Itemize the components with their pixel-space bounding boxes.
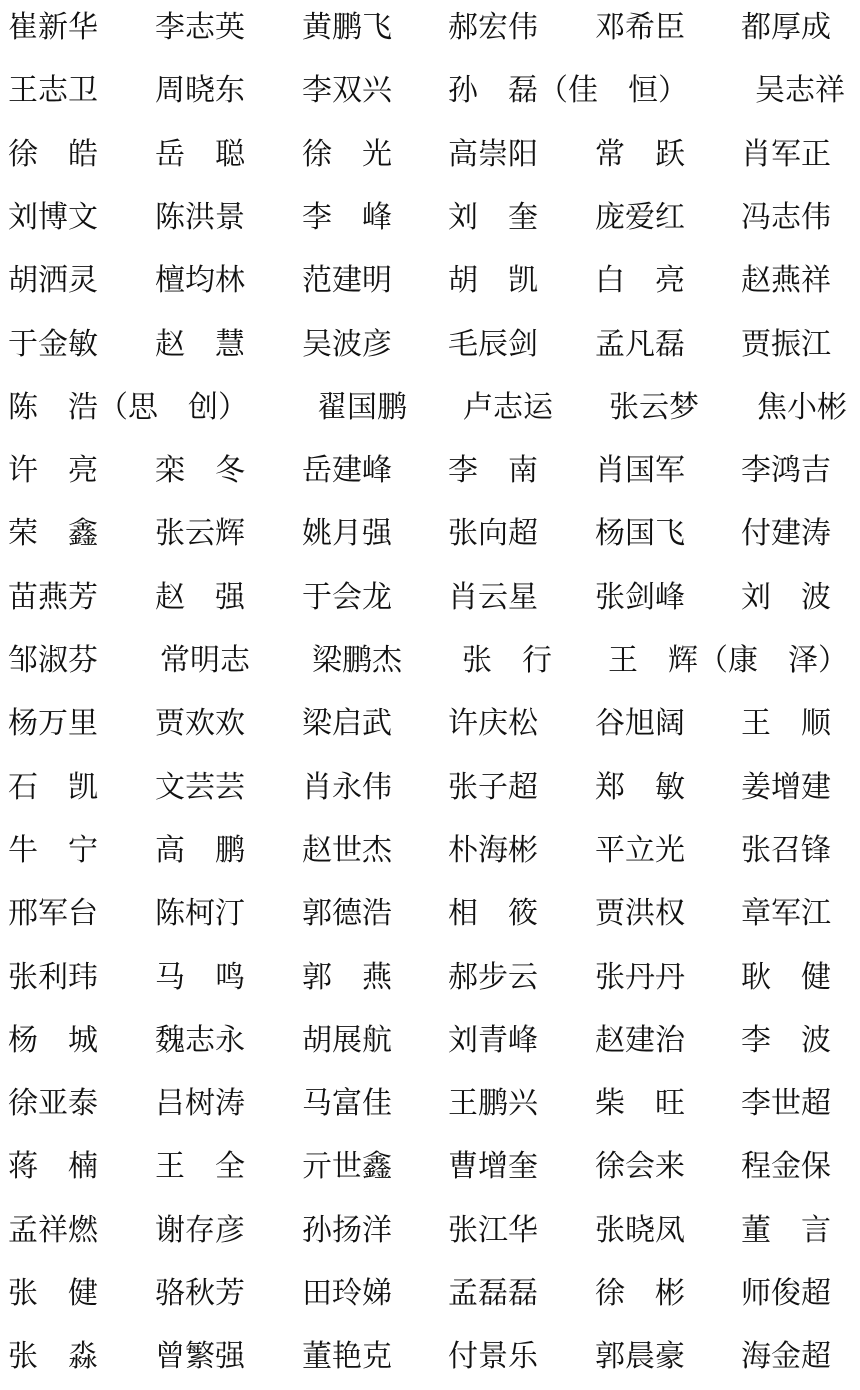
name-entry: 贾振江 bbox=[741, 326, 831, 362]
name-entry: 郭晨豪 bbox=[595, 1339, 685, 1375]
name-entry: 李 南 bbox=[448, 453, 538, 489]
name-entry: 常明志 bbox=[160, 643, 250, 678]
name-row bbox=[0, 768, 860, 808]
name-entry: 李双兴 bbox=[302, 73, 392, 109]
name-entry: 蒋 楠 bbox=[8, 1149, 98, 1185]
name-entry: 焦小彬 bbox=[757, 389, 847, 425]
name-entry: 郭德浩 bbox=[302, 896, 392, 932]
name-entry: 张丹丹 bbox=[595, 959, 685, 995]
name-entry: 亓世鑫 bbox=[302, 1149, 392, 1185]
name-entry: 李志英 bbox=[155, 10, 245, 45]
name-entry: 胡 凯 bbox=[448, 263, 538, 299]
name-row bbox=[0, 135, 860, 175]
name-entry: 岳 聪 bbox=[155, 136, 245, 172]
name-entry: 张 行 bbox=[462, 643, 552, 678]
name-entry: 孟祥燃 bbox=[8, 1212, 98, 1248]
name-entry: 赵世杰 bbox=[302, 832, 392, 868]
name-entry: 赵 慧 bbox=[155, 326, 245, 362]
name-entry: 徐 皓 bbox=[8, 136, 98, 172]
name-entry: 平立光 bbox=[595, 832, 685, 868]
name-row bbox=[0, 578, 860, 618]
name-entry: 肖军正 bbox=[741, 136, 831, 172]
name-entry: 梁启武 bbox=[302, 706, 392, 742]
name-entry: 王 辉（康 泽） bbox=[608, 643, 848, 678]
name-entry: 马富佳 bbox=[302, 1086, 392, 1122]
name-entry: 崔新华 bbox=[8, 10, 98, 45]
name-entry: 苗燕芳 bbox=[8, 579, 98, 615]
name-entry: 肖云星 bbox=[448, 579, 538, 615]
name-row bbox=[0, 261, 860, 301]
name-entry: 郝步云 bbox=[448, 959, 538, 995]
name-entry: 吴波彦 bbox=[302, 326, 392, 362]
name-entry: 许 亮 bbox=[8, 453, 98, 489]
name-entry: 陈 浩（思 创） bbox=[8, 389, 248, 425]
name-row bbox=[0, 1211, 860, 1251]
name-entry: 梁鹏杰 bbox=[312, 643, 402, 678]
name-entry: 张召锋 bbox=[741, 832, 831, 868]
name-entry: 姜增建 bbox=[741, 769, 831, 805]
name-entry: 陈柯汀 bbox=[155, 896, 245, 932]
name-row bbox=[0, 1021, 860, 1061]
name-entry: 白 亮 bbox=[595, 263, 685, 299]
name-row bbox=[0, 1274, 860, 1314]
name-entry: 海金超 bbox=[741, 1339, 831, 1375]
name-entry: 高崇阳 bbox=[448, 136, 538, 172]
name-entry: 张晓凤 bbox=[595, 1212, 685, 1248]
name-entry: 徐 彬 bbox=[595, 1276, 685, 1311]
name-entry: 李世超 bbox=[741, 1086, 831, 1122]
name-entry: 卢志运 bbox=[463, 389, 553, 425]
name-entry: 贾洪权 bbox=[595, 896, 685, 932]
name-entry: 陈洪景 bbox=[155, 199, 245, 235]
name-entry: 邹淑芬 bbox=[8, 643, 98, 678]
name-row bbox=[0, 958, 860, 998]
name-entry: 肖永伟 bbox=[302, 769, 392, 805]
name-entry: 张向超 bbox=[448, 516, 538, 552]
name-entry: 谢存彦 bbox=[155, 1212, 245, 1248]
name-entry: 孙 磊（佳 恒） bbox=[448, 73, 688, 109]
name-entry: 贾欢欢 bbox=[155, 706, 245, 742]
name-entry: 赵燕祥 bbox=[741, 263, 831, 299]
name-entry: 徐 光 bbox=[302, 136, 392, 172]
name-entry: 文芸芸 bbox=[155, 769, 245, 805]
name-row bbox=[0, 71, 860, 111]
name-entry: 郝宏伟 bbox=[448, 10, 538, 45]
name-entry: 孙扬洋 bbox=[302, 1212, 392, 1248]
name-row bbox=[0, 325, 860, 365]
name-entry: 栾 冬 bbox=[155, 453, 245, 489]
name-entry: 张云梦 bbox=[609, 389, 699, 425]
name-entry: 郭 燕 bbox=[302, 959, 392, 995]
name-entry: 刘博文 bbox=[8, 199, 98, 235]
name-entry: 李鸿吉 bbox=[741, 453, 831, 489]
name-entry: 邢军台 bbox=[8, 896, 98, 932]
name-entry: 邓希臣 bbox=[595, 10, 685, 45]
name-entry: 徐亚泰 bbox=[8, 1086, 98, 1122]
name-entry: 王志卫 bbox=[8, 73, 98, 109]
name-entry: 耿 健 bbox=[741, 959, 831, 995]
name-entry: 刘 奎 bbox=[448, 199, 538, 235]
name-entry: 王鹏兴 bbox=[448, 1086, 538, 1122]
name-entry: 王 全 bbox=[155, 1149, 245, 1185]
name-entry: 张利玮 bbox=[8, 959, 98, 995]
name-entry: 张江华 bbox=[448, 1212, 538, 1248]
name-row bbox=[0, 1147, 860, 1187]
name-entry: 姚月强 bbox=[302, 516, 392, 552]
name-entry: 范建明 bbox=[302, 263, 392, 299]
name-entry: 吕树涛 bbox=[155, 1086, 245, 1122]
name-entry: 王 顺 bbox=[741, 706, 831, 742]
name-entry: 周晓东 bbox=[155, 73, 245, 109]
name-entry: 刘青峰 bbox=[448, 1022, 538, 1058]
name-entry: 肖国军 bbox=[595, 453, 685, 489]
name-entry: 相 筱 bbox=[448, 896, 538, 932]
name-entry: 曹增奎 bbox=[448, 1149, 538, 1185]
name-entry: 黄鹏飞 bbox=[302, 10, 392, 45]
name-entry: 胡洒灵 bbox=[8, 263, 98, 299]
name-entry: 杨万里 bbox=[8, 706, 98, 742]
name-entry: 张云辉 bbox=[155, 516, 245, 552]
name-entry: 田玲娣 bbox=[302, 1276, 392, 1311]
name-entry: 都厚成 bbox=[741, 10, 831, 45]
name-entry: 曾繁强 bbox=[155, 1339, 245, 1375]
name-row bbox=[0, 198, 860, 238]
name-entry: 翟国鹏 bbox=[317, 389, 407, 425]
name-entry: 毛辰剑 bbox=[448, 326, 538, 362]
name-entry: 常 跃 bbox=[595, 136, 685, 172]
name-entry: 徐会来 bbox=[595, 1149, 685, 1185]
name-row bbox=[0, 831, 860, 871]
name-entry: 许庆松 bbox=[448, 706, 538, 742]
name-entry: 程金保 bbox=[741, 1149, 831, 1185]
name-entry: 吴志祥 bbox=[755, 73, 845, 109]
name-entry: 谷旭阔 bbox=[595, 706, 685, 742]
name-row bbox=[0, 514, 860, 554]
name-entry: 刘 波 bbox=[741, 579, 831, 615]
name-entry: 孟凡磊 bbox=[595, 326, 685, 362]
name-entry: 张 健 bbox=[8, 1276, 98, 1311]
name-entry: 赵建治 bbox=[595, 1022, 685, 1058]
name-entry: 孟磊磊 bbox=[448, 1276, 538, 1311]
name-entry: 庞爱红 bbox=[595, 199, 685, 235]
name-entry: 马 鸣 bbox=[155, 959, 245, 995]
name-row bbox=[0, 704, 860, 744]
name-entry: 冯志伟 bbox=[741, 199, 831, 235]
name-row bbox=[0, 1084, 860, 1124]
name-entry: 董艳克 bbox=[302, 1339, 392, 1375]
name-entry: 于金敏 bbox=[8, 326, 98, 362]
name-entry: 杨 城 bbox=[8, 1022, 98, 1058]
name-row bbox=[0, 894, 860, 934]
name-entry: 杨国飞 bbox=[595, 516, 685, 552]
name-row bbox=[0, 388, 860, 428]
name-row bbox=[0, 1337, 860, 1377]
name-entry: 李 波 bbox=[741, 1022, 831, 1058]
name-entry: 张 淼 bbox=[8, 1339, 98, 1375]
name-entry: 于会龙 bbox=[302, 579, 392, 615]
name-entry: 胡展航 bbox=[302, 1022, 392, 1058]
name-entry: 高 鹏 bbox=[155, 832, 245, 868]
name-entry: 檀均林 bbox=[155, 263, 245, 299]
name-entry: 岳建峰 bbox=[302, 453, 392, 489]
name-row bbox=[0, 641, 860, 681]
name-entry: 张子超 bbox=[448, 769, 538, 805]
name-entry: 付景乐 bbox=[448, 1339, 538, 1375]
name-row bbox=[0, 451, 860, 491]
name-entry: 朴海彬 bbox=[448, 832, 538, 868]
name-entry: 董 言 bbox=[741, 1212, 831, 1248]
name-entry: 郑 敏 bbox=[595, 769, 685, 805]
name-row bbox=[0, 8, 860, 48]
name-entry: 骆秋芳 bbox=[155, 1276, 245, 1311]
name-entry: 张剑峰 bbox=[595, 579, 685, 615]
name-entry: 师俊超 bbox=[741, 1276, 831, 1311]
name-entry: 赵 强 bbox=[155, 579, 245, 615]
name-entry: 魏志永 bbox=[155, 1022, 245, 1058]
name-entry: 柴 旺 bbox=[595, 1086, 685, 1122]
name-entry: 章军江 bbox=[741, 896, 831, 932]
name-entry: 荣 鑫 bbox=[8, 516, 98, 552]
name-entry: 李 峰 bbox=[302, 199, 392, 235]
name-entry: 牛 宁 bbox=[8, 832, 98, 868]
name-entry: 石 凯 bbox=[8, 769, 98, 805]
name-entry: 付建涛 bbox=[741, 516, 831, 552]
